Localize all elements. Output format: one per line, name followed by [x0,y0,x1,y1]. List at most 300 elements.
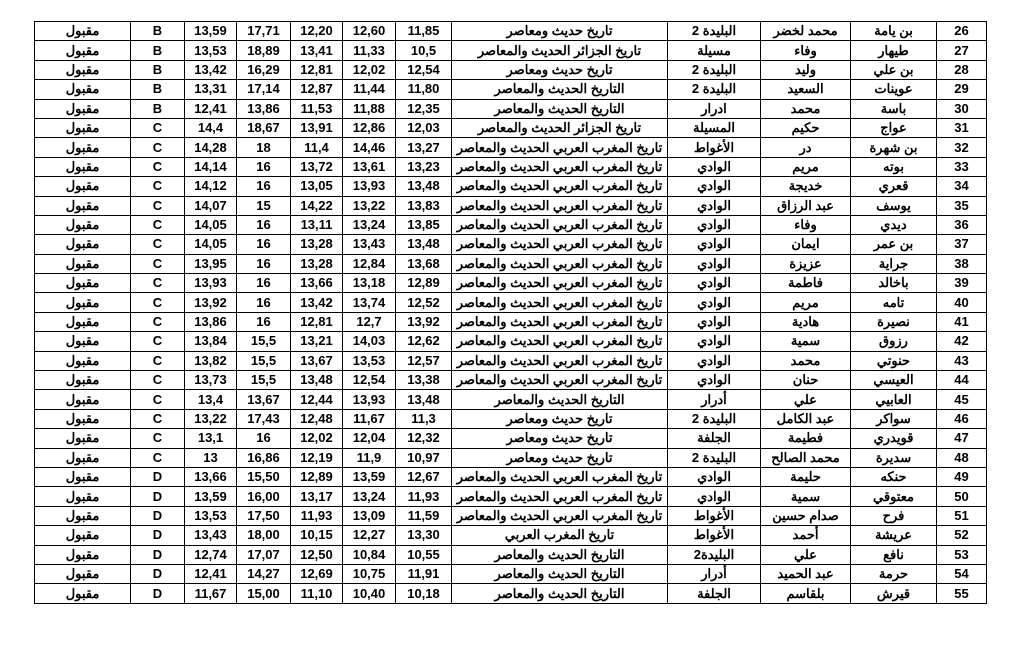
score-4-cell: 16,00 [237,487,291,506]
grade-cell: D [131,506,185,525]
university-cell: الوادي [668,332,761,351]
last-name-cell: رزوق [851,332,937,351]
first-name-cell: سمية [761,332,851,351]
score-2-cell: 10,84 [343,545,396,564]
last-name-cell: قويدري [851,429,937,448]
specialty-cell: تاريخ المغرب العربي الحديث والمعاصر [452,467,668,486]
row-number-cell: 26 [937,22,987,41]
row-number-cell: 54 [937,564,987,583]
score-2-cell: 11,44 [343,80,396,99]
table-row [35,254,987,273]
score-2-cell: 12,04 [343,429,396,448]
table-row [35,196,987,215]
status-cell: مقبول [35,138,131,157]
specialty-cell: التاريخ الحديث والمعاصر [452,584,668,603]
specialty-cell: تاريخ المغرب العربي الحديث والمعاصر [452,487,668,506]
table-row [35,41,987,60]
grade-cell: C [131,177,185,196]
specialty-cell: التاريخ الحديث والمعاصر [452,390,668,409]
row-number-cell: 46 [937,409,987,428]
score-2-cell: 12,54 [343,371,396,390]
specialty-cell: تاريخ المغرب العربي الحديث والمعاصر [452,254,668,273]
score-4-cell: 17,14 [237,80,291,99]
score-2-cell: 11,9 [343,448,396,467]
score-4-cell: 16 [237,312,291,331]
row-number-cell: 47 [937,429,987,448]
first-name-cell: وفاء [761,41,851,60]
results-table [34,21,987,604]
university-cell: مسيلة [668,41,761,60]
last-name-cell: قعري [851,177,937,196]
status-cell: مقبول [35,564,131,583]
first-name-cell: وفاء [761,215,851,234]
score-3-cell: 13,91 [291,118,343,137]
score-2-cell: 11,33 [343,41,396,60]
average-cell: 12,74 [185,545,237,564]
status-cell: مقبول [35,157,131,176]
row-number-cell: 52 [937,526,987,545]
specialty-cell: تاريخ حديث ومعاصر [452,409,668,428]
score-3-cell: 13,72 [291,157,343,176]
average-cell: 14,14 [185,157,237,176]
last-name-cell: قيرش [851,584,937,603]
first-name-cell: عزيزة [761,254,851,273]
score-1-cell: 13,27 [396,138,452,157]
university-cell: البليدة 2 [668,60,761,79]
average-cell: 13,31 [185,80,237,99]
table-row [35,371,987,390]
first-name-cell: ايمان [761,235,851,254]
specialty-cell: تاريخ حديث ومعاصر [452,22,668,41]
score-4-cell: 18 [237,138,291,157]
row-number-cell: 41 [937,312,987,331]
first-name-cell: در [761,138,851,157]
row-number-cell: 45 [937,390,987,409]
university-cell: الأغواط [668,526,761,545]
score-4-cell: 17,07 [237,545,291,564]
score-4-cell: 15,5 [237,351,291,370]
score-1-cell: 11,93 [396,487,452,506]
grade-cell: C [131,196,185,215]
results-table-body [35,22,987,604]
university-cell: البليدة 2 [668,409,761,428]
status-cell: مقبول [35,371,131,390]
first-name-cell: محمد لخضر [761,22,851,41]
university-cell: الجلفة [668,584,761,603]
first-name-cell: علي [761,545,851,564]
last-name-cell: بوته [851,157,937,176]
table-row [35,467,987,486]
last-name-cell: ديدي [851,215,937,234]
score-2-cell: 13,93 [343,390,396,409]
first-name-cell: وليد [761,60,851,79]
score-1-cell: 12,03 [396,118,452,137]
score-1-cell: 11,91 [396,564,452,583]
grade-cell: D [131,584,185,603]
score-2-cell: 12,84 [343,254,396,273]
university-cell: ادرار [668,99,761,118]
score-1-cell: 12,54 [396,60,452,79]
status-cell: مقبول [35,60,131,79]
table-row [35,80,987,99]
score-2-cell: 13,09 [343,506,396,525]
score-2-cell: 13,59 [343,467,396,486]
score-2-cell: 13,24 [343,487,396,506]
row-number-cell: 31 [937,118,987,137]
university-cell: البليدة 2 [668,448,761,467]
score-1-cell: 13,38 [396,371,452,390]
score-1-cell: 13,92 [396,312,452,331]
average-cell: 13 [185,448,237,467]
last-name-cell: العيسي [851,371,937,390]
first-name-cell: عبد الحميد [761,564,851,583]
row-number-cell: 32 [937,138,987,157]
row-number-cell: 38 [937,254,987,273]
score-1-cell: 13,48 [396,390,452,409]
score-2-cell: 13,61 [343,157,396,176]
specialty-cell: التاريخ الحديث والمعاصر [452,545,668,564]
grade-cell: B [131,80,185,99]
university-cell: البليدة 2 [668,22,761,41]
score-3-cell: 13,11 [291,215,343,234]
university-cell: الجلفة [668,429,761,448]
row-number-cell: 30 [937,99,987,118]
score-3-cell: 14,22 [291,196,343,215]
score-3-cell: 13,21 [291,332,343,351]
average-cell: 13,53 [185,506,237,525]
score-4-cell: 18,89 [237,41,291,60]
score-3-cell: 13,66 [291,274,343,293]
grade-cell: C [131,293,185,312]
specialty-cell: تاريخ المغرب العربي الحديث والمعاصر [452,293,668,312]
status-cell: مقبول [35,215,131,234]
score-1-cell: 10,97 [396,448,452,467]
score-4-cell: 16 [237,429,291,448]
last-name-cell: العابيي [851,390,937,409]
status-cell: مقبول [35,118,131,137]
score-3-cell: 13,28 [291,235,343,254]
grade-cell: C [131,274,185,293]
score-4-cell: 16,29 [237,60,291,79]
last-name-cell: حنوتي [851,351,937,370]
university-cell: الوادي [668,293,761,312]
specialty-cell: تاريخ المغرب العربي الحديث والمعاصر [452,351,668,370]
status-cell: مقبول [35,332,131,351]
specialty-cell: تاريخ المغرب العربي الحديث والمعاصر [452,274,668,293]
score-3-cell: 11,93 [291,506,343,525]
last-name-cell: يوسف [851,196,937,215]
specialty-cell: تاريخ المغرب العربي الحديث والمعاصر [452,312,668,331]
first-name-cell: محمد [761,351,851,370]
row-number-cell: 51 [937,506,987,525]
score-1-cell: 13,48 [396,177,452,196]
row-number-cell: 39 [937,274,987,293]
status-cell: مقبول [35,22,131,41]
grade-cell: B [131,22,185,41]
average-cell: 14,05 [185,215,237,234]
specialty-cell: تاريخ حديث ومعاصر [452,60,668,79]
score-4-cell: 16,86 [237,448,291,467]
score-2-cell: 13,18 [343,274,396,293]
first-name-cell: السعيد [761,80,851,99]
first-name-cell: مريم [761,293,851,312]
average-cell: 13,43 [185,526,237,545]
average-cell: 13,73 [185,371,237,390]
university-cell: الوادي [668,351,761,370]
status-cell: مقبول [35,274,131,293]
first-name-cell: مريم [761,157,851,176]
score-1-cell: 12,62 [396,332,452,351]
specialty-cell: تاريخ المغرب العربي الحديث والمعاصر [452,332,668,351]
score-1-cell: 13,85 [396,215,452,234]
score-1-cell: 12,52 [396,293,452,312]
score-3-cell: 13,48 [291,371,343,390]
average-cell: 13,84 [185,332,237,351]
score-2-cell: 13,53 [343,351,396,370]
status-cell: مقبول [35,545,131,564]
specialty-cell: تاريخ المغرب العربي الحديث والمعاصر [452,371,668,390]
score-1-cell: 13,30 [396,526,452,545]
university-cell: الأغواط [668,138,761,157]
status-cell: مقبول [35,293,131,312]
row-number-cell: 49 [937,467,987,486]
score-4-cell: 18,00 [237,526,291,545]
score-1-cell: 12,67 [396,467,452,486]
status-cell: مقبول [35,351,131,370]
grade-cell: C [131,371,185,390]
score-2-cell: 13,93 [343,177,396,196]
status-cell: مقبول [35,177,131,196]
row-number-cell: 50 [937,487,987,506]
specialty-cell: تاريخ حديث ومعاصر [452,448,668,467]
last-name-cell: بن عمر [851,235,937,254]
average-cell: 13,53 [185,41,237,60]
status-cell: مقبول [35,41,131,60]
status-cell: مقبول [35,584,131,603]
score-3-cell: 12,19 [291,448,343,467]
score-2-cell: 12,86 [343,118,396,137]
university-cell: الوادي [668,215,761,234]
score-3-cell: 11,53 [291,99,343,118]
score-4-cell: 16 [237,293,291,312]
score-4-cell: 14,27 [237,564,291,583]
average-cell: 14,05 [185,235,237,254]
table-row [35,448,987,467]
first-name-cell: فاطمة [761,274,851,293]
specialty-cell: التاريخ الحديث والمعاصر [452,80,668,99]
score-4-cell: 15,50 [237,467,291,486]
last-name-cell: عواج [851,118,937,137]
table-row [35,274,987,293]
specialty-cell: تاريخ حديث ومعاصر [452,429,668,448]
last-name-cell: حرمة [851,564,937,583]
table-row [35,215,987,234]
university-cell: البليدة2 [668,545,761,564]
row-number-cell: 42 [937,332,987,351]
average-cell: 13,59 [185,487,237,506]
score-3-cell: 12,87 [291,80,343,99]
first-name-cell: فطيمة [761,429,851,448]
average-cell: 13,95 [185,254,237,273]
status-cell: مقبول [35,312,131,331]
score-2-cell: 13,74 [343,293,396,312]
table-row [35,235,987,254]
first-name-cell: عبد الكامل [761,409,851,428]
score-1-cell: 10,5 [396,41,452,60]
score-2-cell: 12,7 [343,312,396,331]
table-row [35,506,987,525]
score-1-cell: 11,85 [396,22,452,41]
row-number-cell: 37 [937,235,987,254]
grade-cell: C [131,235,185,254]
score-3-cell: 12,48 [291,409,343,428]
grade-cell: C [131,254,185,273]
grade-cell: C [131,332,185,351]
score-1-cell: 11,59 [396,506,452,525]
table-row [35,60,987,79]
last-name-cell: تامه [851,293,937,312]
score-2-cell: 10,75 [343,564,396,583]
score-4-cell: 16 [237,254,291,273]
last-name-cell: جراية [851,254,937,273]
specialty-cell: تاريخ المغرب العربي الحديث والمعاصر [452,506,668,525]
university-cell: الوادي [668,312,761,331]
status-cell: مقبول [35,254,131,273]
score-3-cell: 12,44 [291,390,343,409]
score-4-cell: 16 [237,215,291,234]
last-name-cell: معتوقي [851,487,937,506]
score-1-cell: 12,89 [396,274,452,293]
score-3-cell: 10,15 [291,526,343,545]
grade-cell: C [131,429,185,448]
table-row [35,157,987,176]
score-2-cell: 14,03 [343,332,396,351]
specialty-cell: تاريخ المغرب العربي الحديث والمعاصر [452,138,668,157]
average-cell: 13,42 [185,60,237,79]
average-cell: 13,1 [185,429,237,448]
row-number-cell: 36 [937,215,987,234]
last-name-cell: سواكر [851,409,937,428]
table-row [35,526,987,545]
score-3-cell: 12,50 [291,545,343,564]
first-name-cell: حكيم [761,118,851,137]
average-cell: 13,4 [185,390,237,409]
specialty-cell: تاريخ المغرب العربي الحديث والمعاصر [452,196,668,215]
grade-cell: B [131,99,185,118]
status-cell: مقبول [35,99,131,118]
score-1-cell: 11,3 [396,409,452,428]
first-name-cell: سمية [761,487,851,506]
specialty-cell: تاريخ المغرب العربي الحديث والمعاصر [452,215,668,234]
university-cell: المسيلة [668,118,761,137]
score-4-cell: 18,67 [237,118,291,137]
table-row [35,22,987,41]
university-cell: الوادي [668,254,761,273]
score-3-cell: 12,02 [291,429,343,448]
score-4-cell: 16 [237,177,291,196]
score-3-cell: 13,28 [291,254,343,273]
table-row [35,487,987,506]
first-name-cell: بلقاسم [761,584,851,603]
university-cell: أدرار [668,390,761,409]
score-3-cell: 13,42 [291,293,343,312]
first-name-cell: عبد الرزاق [761,196,851,215]
grade-cell: C [131,409,185,428]
grade-cell: D [131,487,185,506]
specialty-cell: تاريخ المغرب العربي الحديث والمعاصر [452,177,668,196]
average-cell: 12,41 [185,564,237,583]
table-row [35,312,987,331]
grade-cell: C [131,390,185,409]
score-4-cell: 17,50 [237,506,291,525]
grade-cell: D [131,564,185,583]
grade-cell: B [131,60,185,79]
status-cell: مقبول [35,487,131,506]
table-row [35,409,987,428]
status-cell: مقبول [35,235,131,254]
last-name-cell: عوينات [851,80,937,99]
score-4-cell: 16 [237,157,291,176]
table-row [35,390,987,409]
specialty-cell: تاريخ المغرب العربي الحديث والمعاصر [452,157,668,176]
average-cell: 13,93 [185,274,237,293]
last-name-cell: حنكه [851,467,937,486]
score-4-cell: 15 [237,196,291,215]
university-cell: الوادي [668,487,761,506]
table-row [35,118,987,137]
last-name-cell: باسة [851,99,937,118]
score-4-cell: 15,00 [237,584,291,603]
status-cell: مقبول [35,80,131,99]
average-cell: 13,22 [185,409,237,428]
average-cell: 12,41 [185,99,237,118]
average-cell: 11,67 [185,584,237,603]
grade-cell: C [131,118,185,137]
first-name-cell: علي [761,390,851,409]
average-cell: 13,82 [185,351,237,370]
score-1-cell: 12,32 [396,429,452,448]
grade-cell: D [131,467,185,486]
score-1-cell: 13,83 [396,196,452,215]
university-cell: الوادي [668,274,761,293]
grade-cell: C [131,312,185,331]
row-number-cell: 28 [937,60,987,79]
first-name-cell: محمد [761,99,851,118]
score-2-cell: 14,46 [343,138,396,157]
last-name-cell: سديرة [851,448,937,467]
status-cell: مقبول [35,467,131,486]
last-name-cell: فرح [851,506,937,525]
average-cell: 13,59 [185,22,237,41]
specialty-cell: تاريخ الجزائر الحديث والمعاصر [452,118,668,137]
specialty-cell: تاريخ المغرب العربي الحديث والمعاصر [452,235,668,254]
score-4-cell: 13,67 [237,390,291,409]
score-3-cell: 13,17 [291,487,343,506]
last-name-cell: باخالد [851,274,937,293]
score-3-cell: 11,10 [291,584,343,603]
row-number-cell: 55 [937,584,987,603]
score-2-cell: 13,24 [343,215,396,234]
score-4-cell: 15,5 [237,332,291,351]
status-cell: مقبول [35,409,131,428]
row-number-cell: 43 [937,351,987,370]
average-cell: 14,4 [185,118,237,137]
score-1-cell: 10,55 [396,545,452,564]
first-name-cell: هادية [761,312,851,331]
table-row [35,564,987,583]
score-4-cell: 16 [237,235,291,254]
score-2-cell: 11,88 [343,99,396,118]
